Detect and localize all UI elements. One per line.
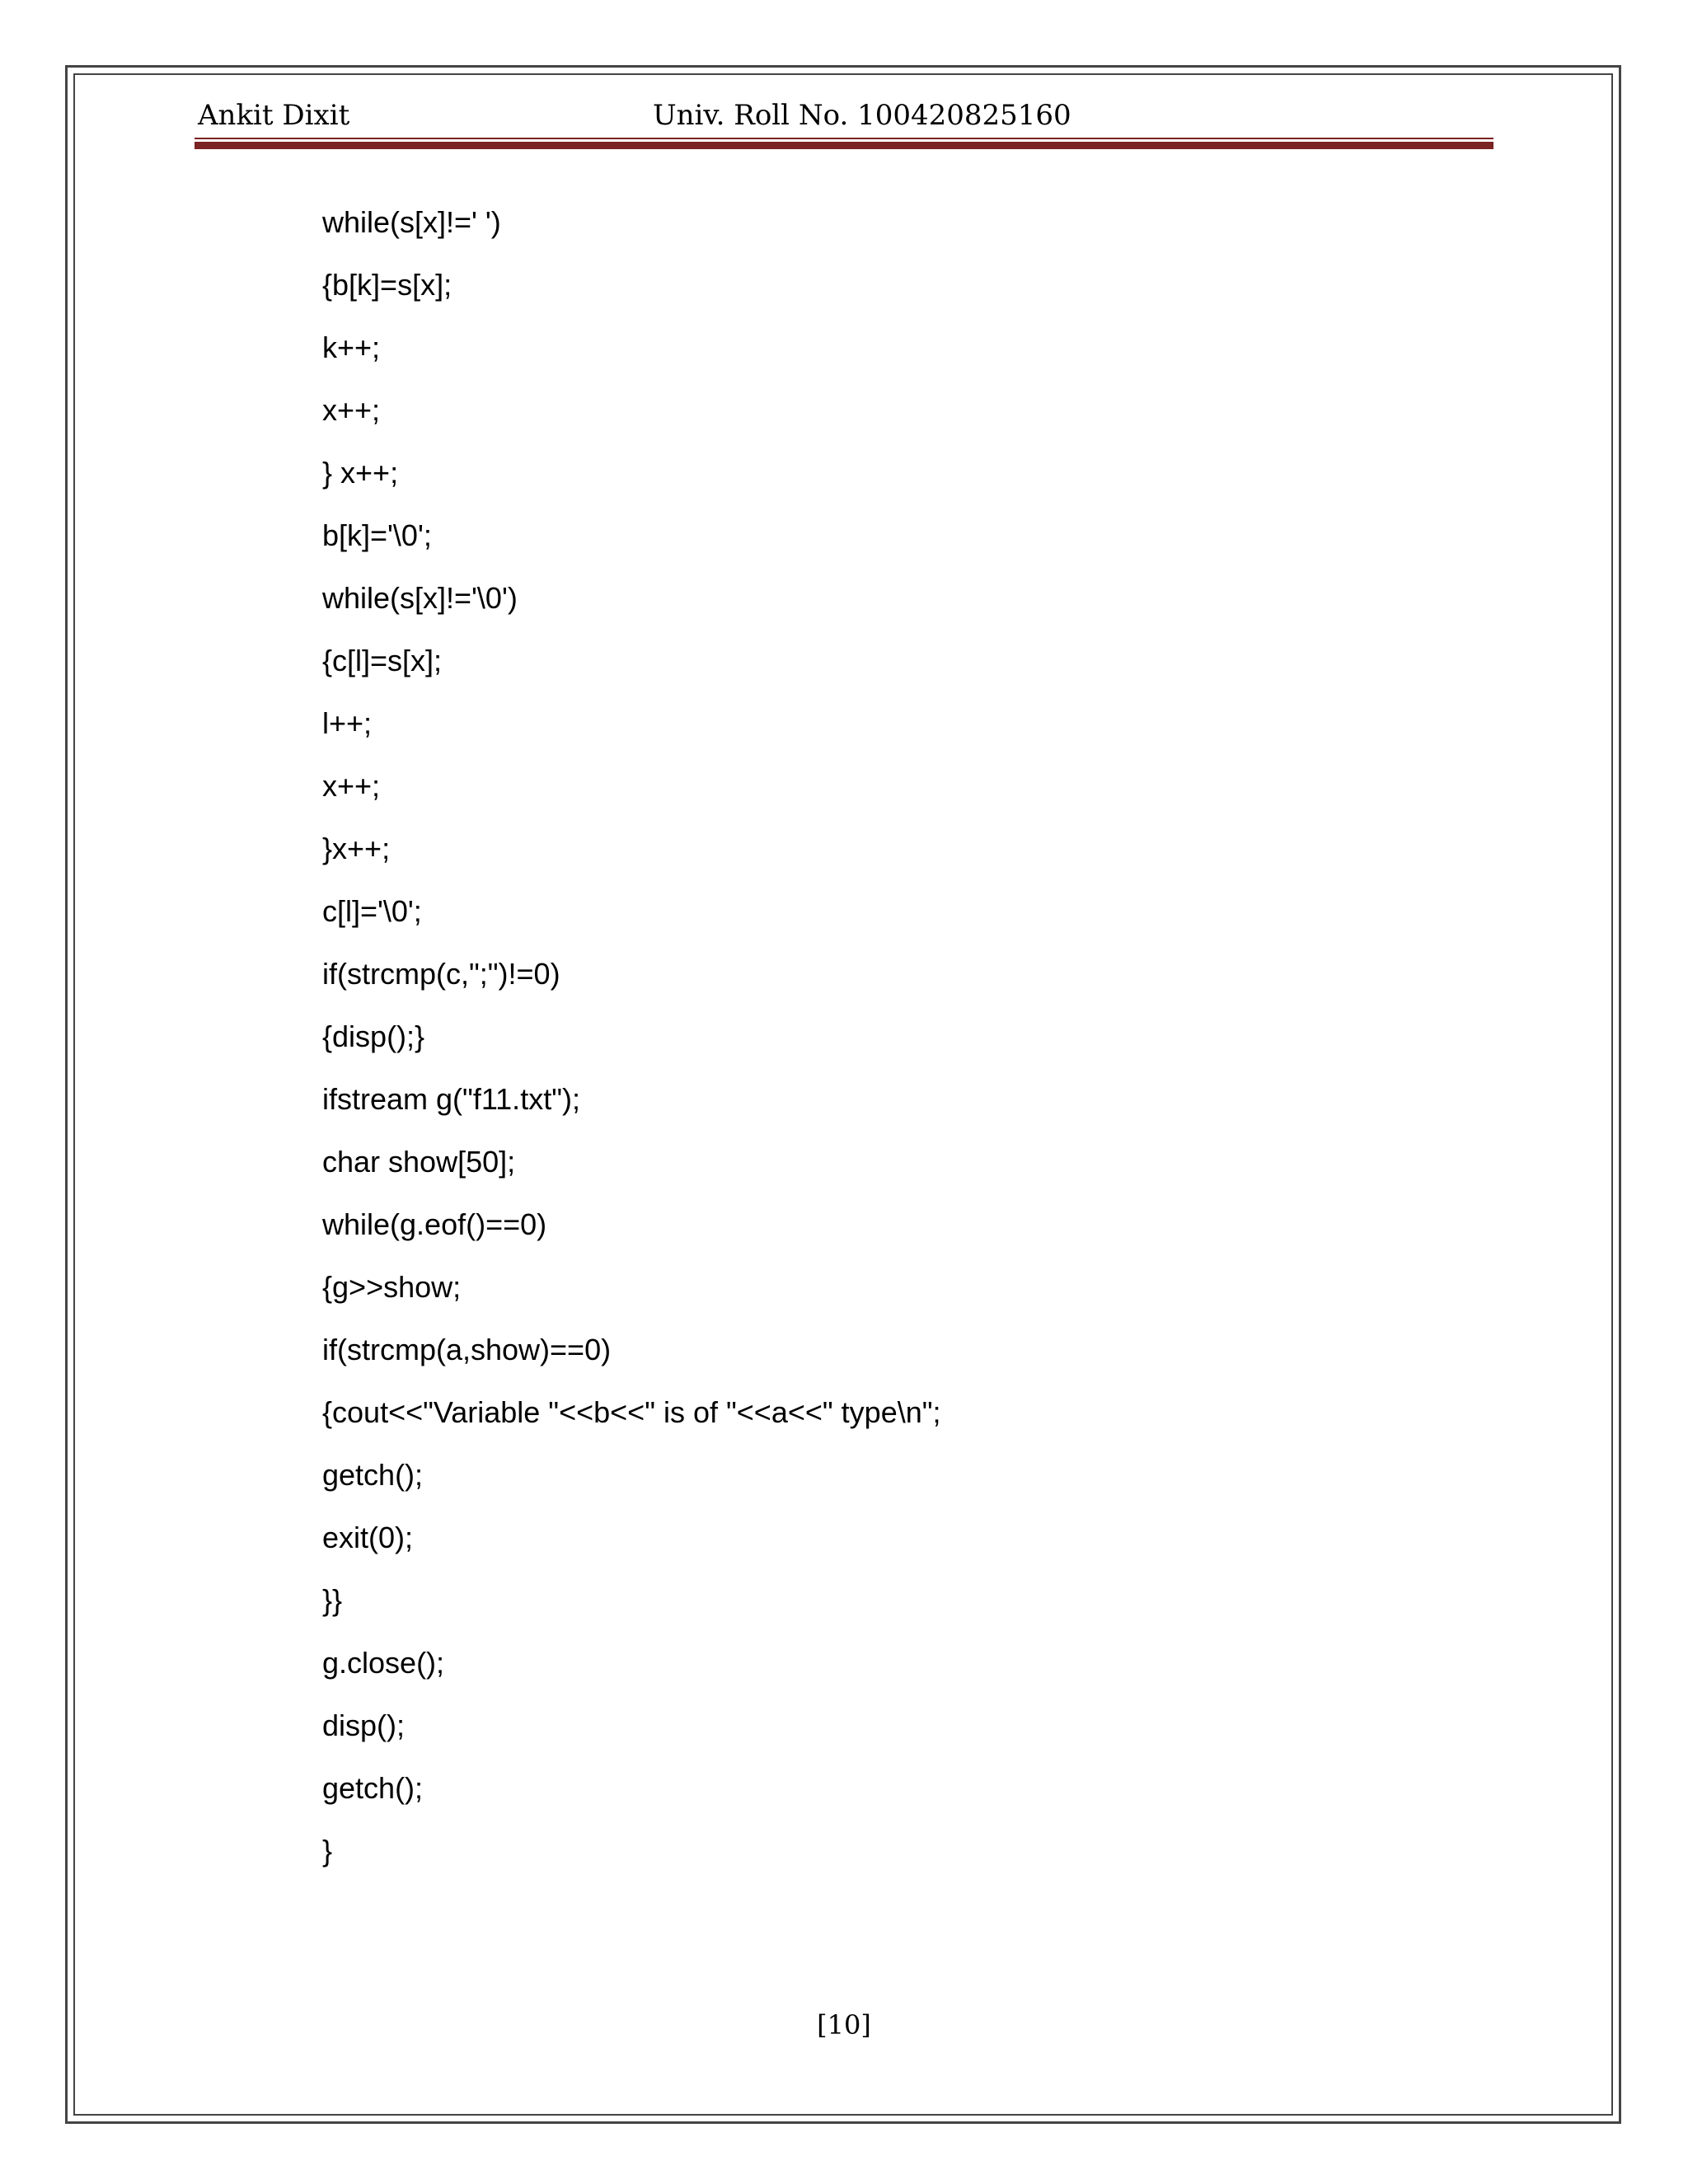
code-line: while(s[x]!=' ') [322, 205, 501, 239]
code-line: while(s[x]!='\0') [322, 581, 518, 615]
code-line: l++; [322, 706, 373, 740]
code-line: {g>>show; [322, 1270, 462, 1304]
code-line: if(strcmp(a,show)==0) [322, 1333, 612, 1366]
header-roll-number: Univ. Roll No. 100420825160 [653, 99, 1071, 132]
header-author: Ankit Dixit [198, 99, 350, 132]
code-line: getch(); [322, 1458, 424, 1492]
code-line: char show[50]; [322, 1145, 516, 1179]
code-line: getch(); [322, 1771, 424, 1805]
code-line: {b[k]=s[x]; [322, 268, 452, 302]
code-line: g.close(); [322, 1646, 445, 1680]
code-line: c[l]='\0'; [322, 894, 422, 928]
code-line: } x++; [322, 456, 399, 490]
code-line: k++; [322, 330, 381, 364]
code-line: while(g.eof()==0) [322, 1207, 547, 1241]
code-line: b[k]='\0'; [322, 518, 432, 552]
code-line: disp(); [322, 1708, 406, 1742]
code-line: exit(0); [322, 1521, 414, 1554]
code-line: {c[l]=s[x]; [322, 644, 443, 677]
code-line: x++; [322, 393, 381, 427]
code-listing [322, 191, 1476, 1882]
header-rule-thick [195, 142, 1493, 149]
code-line: {cout<<"Variable "<<b<<" is of "<<a<<" type\n"; [322, 1395, 941, 1429]
code-line: }} [322, 1583, 343, 1617]
page-header [195, 92, 1493, 150]
header-rule-thin [195, 138, 1493, 139]
code-line: } [322, 1834, 333, 1868]
code-line: }x++; [322, 832, 391, 865]
page-number: [10] [817, 2009, 871, 2041]
code-line: x++; [322, 769, 381, 803]
code-line: if(strcmp(c,";")!=0) [322, 957, 560, 991]
code-line: ifstream g("f11.txt"); [322, 1082, 580, 1116]
code-line: {disp();} [322, 1019, 425, 1053]
